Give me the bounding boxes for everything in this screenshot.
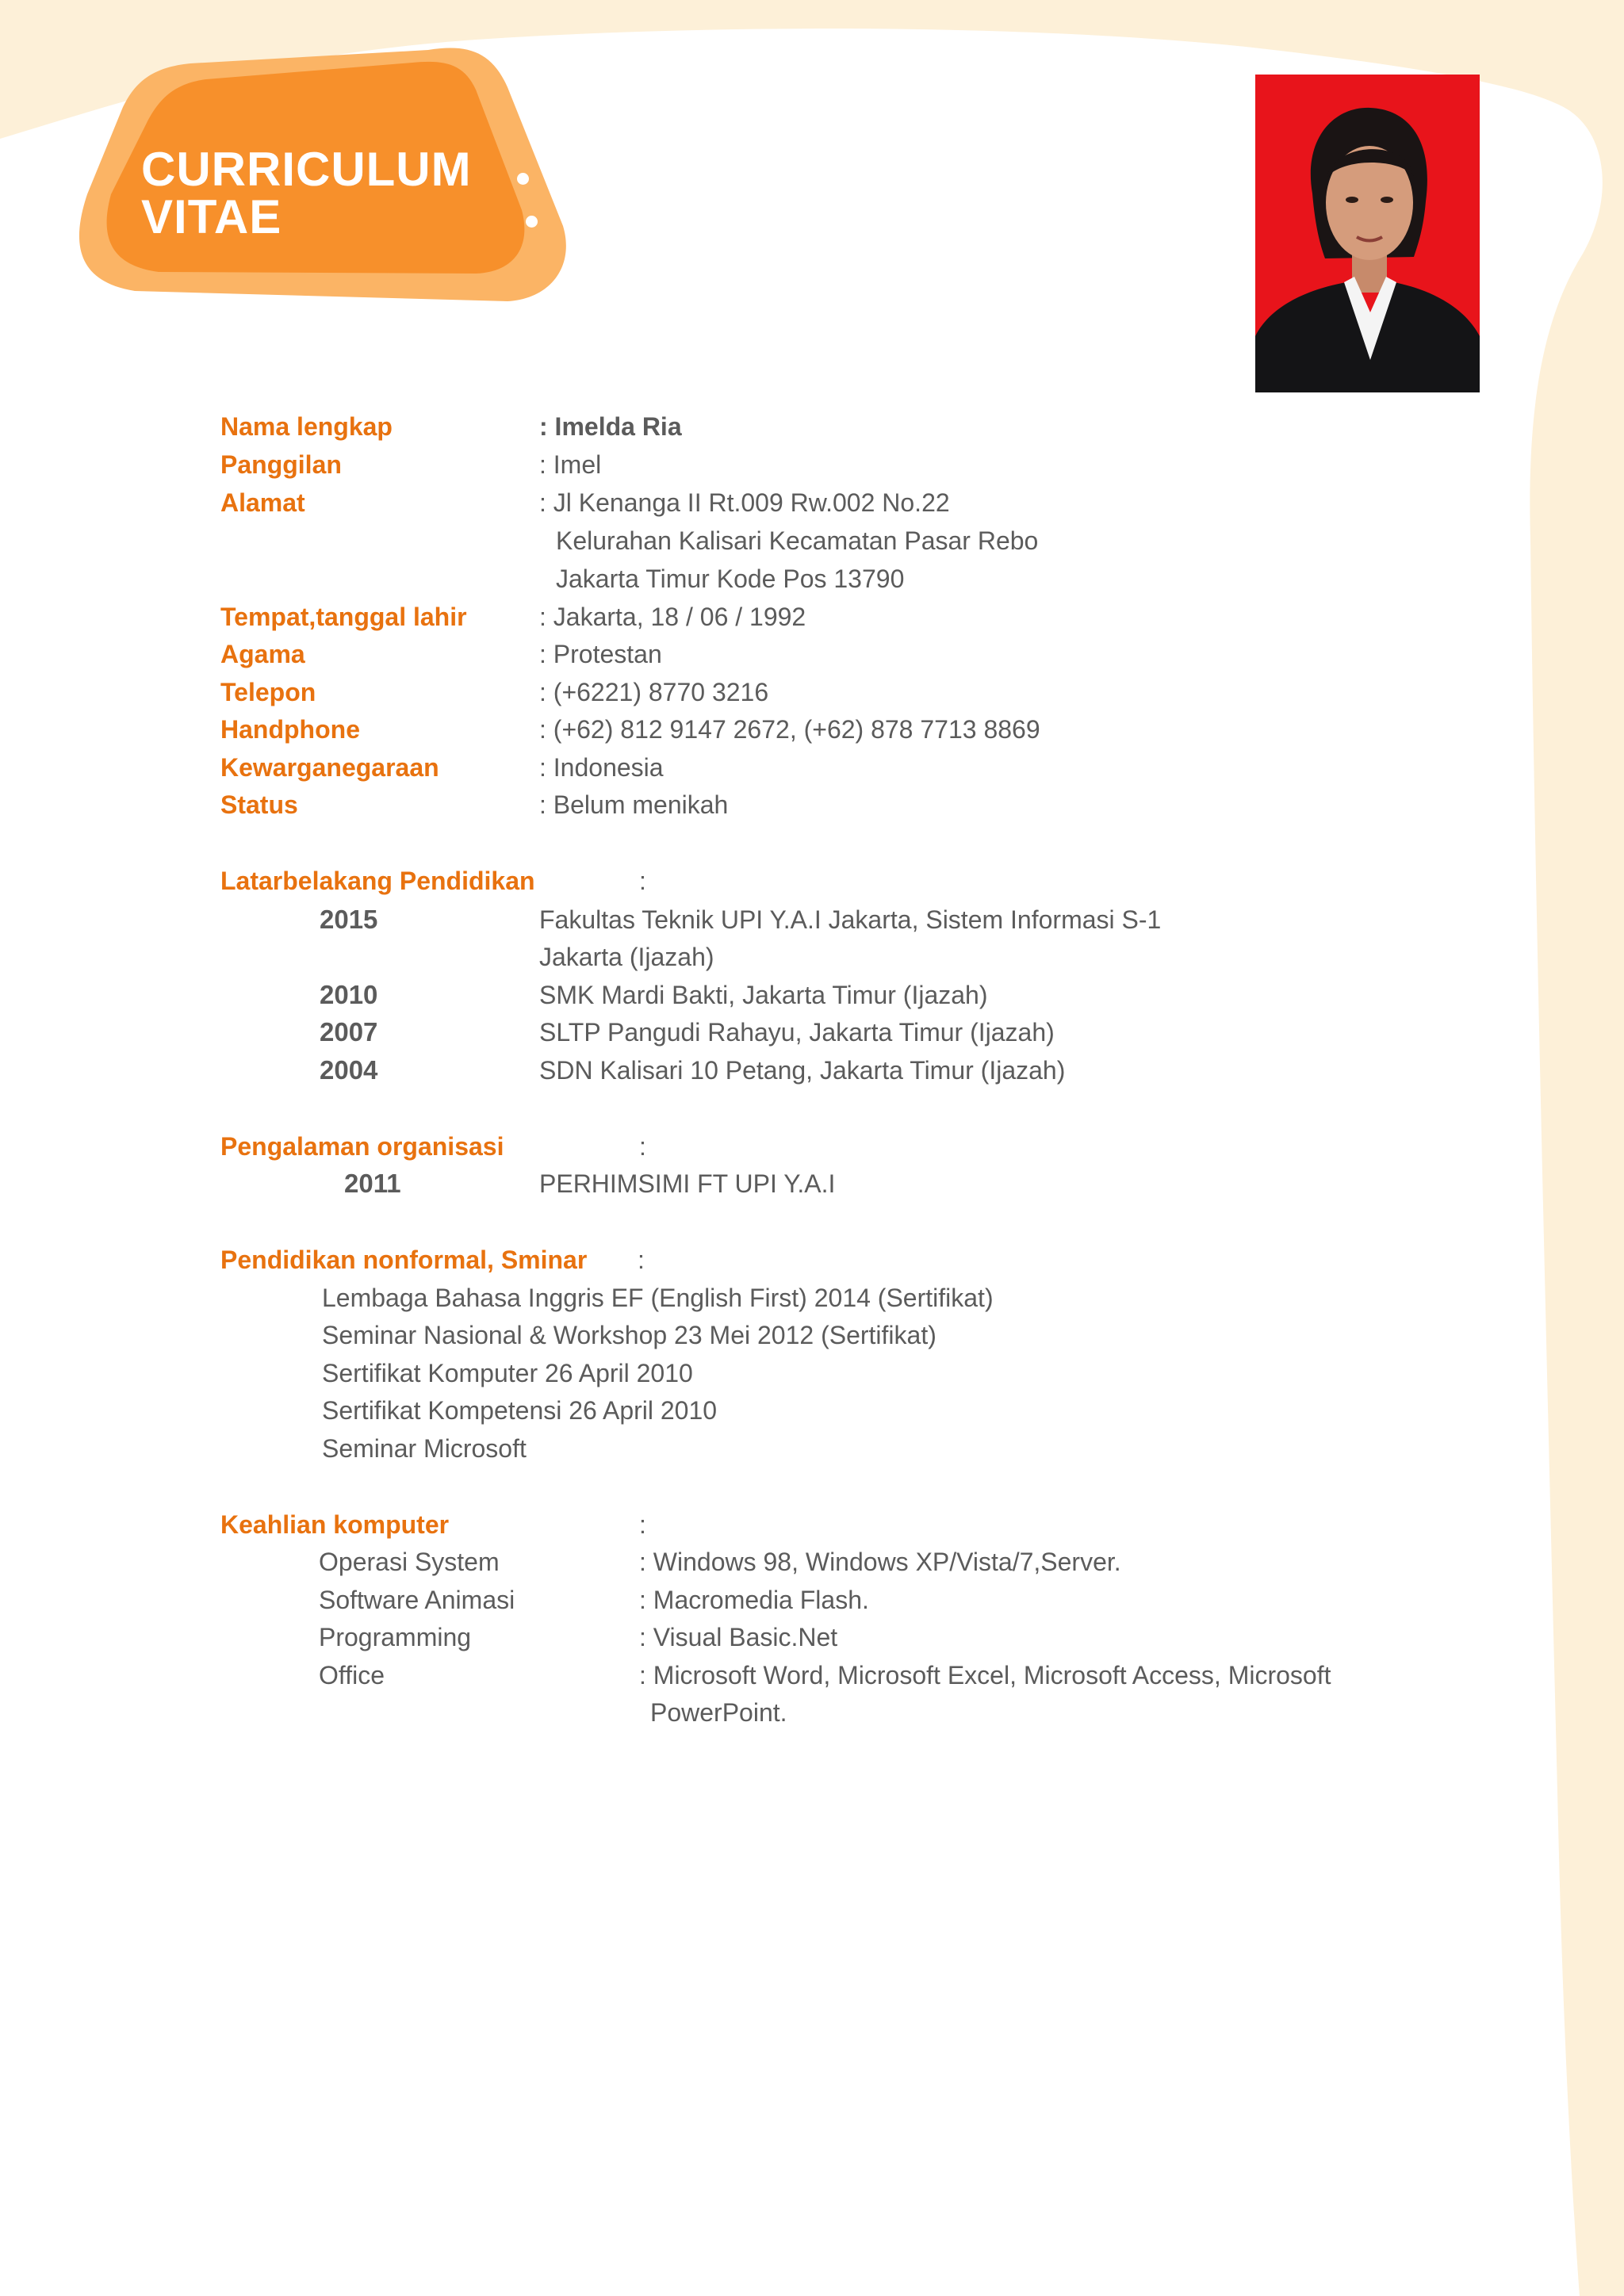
- label-nama-lengkap: Nama lengkap: [220, 412, 393, 441]
- nonformal-item: Sertifikat Kompetensi 26 April 2010: [322, 1396, 718, 1425]
- skills-colon: :: [639, 1510, 646, 1539]
- value-alamat-line2: Kelurahan Kalisari Kecamatan Pasar Rebo: [556, 526, 1039, 555]
- nonformal-item: Seminar Microsoft: [322, 1434, 527, 1463]
- label-agama: Agama: [220, 640, 305, 668]
- value-panggilan: : Imel: [539, 450, 602, 479]
- nonformal-colon: :: [638, 1246, 645, 1274]
- skill-value: : Microsoft Word, Microsoft Excel, Microsoft Access, Microsoft: [639, 1661, 1331, 1689]
- nonformal-heading: Pendidikan nonformal, Sminar: [220, 1246, 588, 1274]
- education-school: SDN Kalisari 10 Petang, Jakarta Timur (Ijazah): [539, 1056, 1066, 1085]
- education-year: 2004: [320, 1055, 378, 1085]
- cv-title-line1: CURRICULUM: [141, 143, 472, 196]
- organization-name: PERHIMSIMI FT UPI Y.A.I: [539, 1169, 836, 1198]
- skill-label: Operasi System: [319, 1548, 500, 1576]
- value-kewarganegaraan: : Indonesia: [539, 753, 664, 782]
- education-year: 2010: [320, 980, 378, 1009]
- value-telepon: : (+6221) 8770 3216: [539, 678, 769, 706]
- education-year: 2015: [320, 905, 378, 934]
- organization-colon: :: [639, 1132, 646, 1161]
- value-alamat-line1: : Jl Kenanga II Rt.009 Rw.002 No.22: [539, 488, 950, 517]
- education-school: SLTP Pangudi Rahayu, Jakarta Timur (Ijazah): [539, 1018, 1055, 1047]
- label-panggilan: Panggilan: [220, 450, 342, 479]
- education-year: 2007: [320, 1017, 378, 1047]
- organization-year: 2011: [344, 1169, 401, 1198]
- value-tempat-tanggal-lahir: : Jakarta, 18 / 06 / 1992: [539, 603, 806, 631]
- education-school: SMK Mardi Bakti, Jakarta Timur (Ijazah): [539, 981, 988, 1009]
- label-handphone: Handphone: [220, 715, 360, 744]
- skill-label: Software Animasi: [319, 1586, 515, 1614]
- cv-title: [141, 143, 472, 243]
- skill-value: : Windows 98, Windows XP/Vista/7,Server.: [639, 1548, 1121, 1576]
- nonformal-item: Seminar Nasional & Workshop 23 Mei 2012 (Sertifikat): [322, 1321, 936, 1349]
- label-telepon: Telepon: [220, 678, 316, 706]
- label-kewarganegaraan: Kewarganegaraan: [220, 753, 439, 782]
- skill-value-line2: PowerPoint.: [650, 1698, 787, 1727]
- nonformal-item: Sertifikat Komputer 26 April 2010: [322, 1359, 693, 1387]
- label-alamat: Alamat: [220, 488, 305, 517]
- skills-heading: Keahlian komputer: [220, 1510, 450, 1539]
- value-agama: : Protestan: [539, 640, 662, 668]
- organization-heading: Pengalaman organisasi: [220, 1132, 504, 1161]
- skill-value: : Macromedia Flash.: [639, 1586, 869, 1614]
- education-school-line2: Jakarta (Ijazah): [539, 943, 714, 971]
- skill-value: : Visual Basic.Net: [639, 1623, 838, 1651]
- skill-label: Programming: [319, 1623, 472, 1651]
- cv-title-line2: VITAE: [141, 190, 282, 243]
- value-alamat-line3: Jakarta Timur Kode Pos 13790: [556, 564, 905, 593]
- value-nama-lengkap: : Imelda Ria: [539, 412, 682, 441]
- value-status: : Belum menikah: [539, 790, 729, 819]
- profile-photo: [1255, 75, 1480, 392]
- title-dot-1: [517, 173, 529, 185]
- title-dot-2: [526, 216, 538, 228]
- education-school: Fakultas Teknik UPI Y.A.I Jakarta, Sistem Informasi S-1: [539, 905, 1162, 934]
- value-handphone: : (+62) 812 9147 2672, (+62) 878 7713 8869: [539, 715, 1040, 744]
- nonformal-item: Lembaga Bahasa Inggris EF (English First) 2014 (Sertifikat): [322, 1284, 994, 1312]
- label-status: Status: [220, 790, 298, 819]
- label-tempat-tanggal-lahir: Tempat,tanggal lahir: [220, 603, 467, 631]
- skill-label: Office: [319, 1661, 385, 1689]
- education-heading: Latarbelakang Pendidikan: [220, 867, 535, 895]
- education-colon: :: [639, 867, 646, 895]
